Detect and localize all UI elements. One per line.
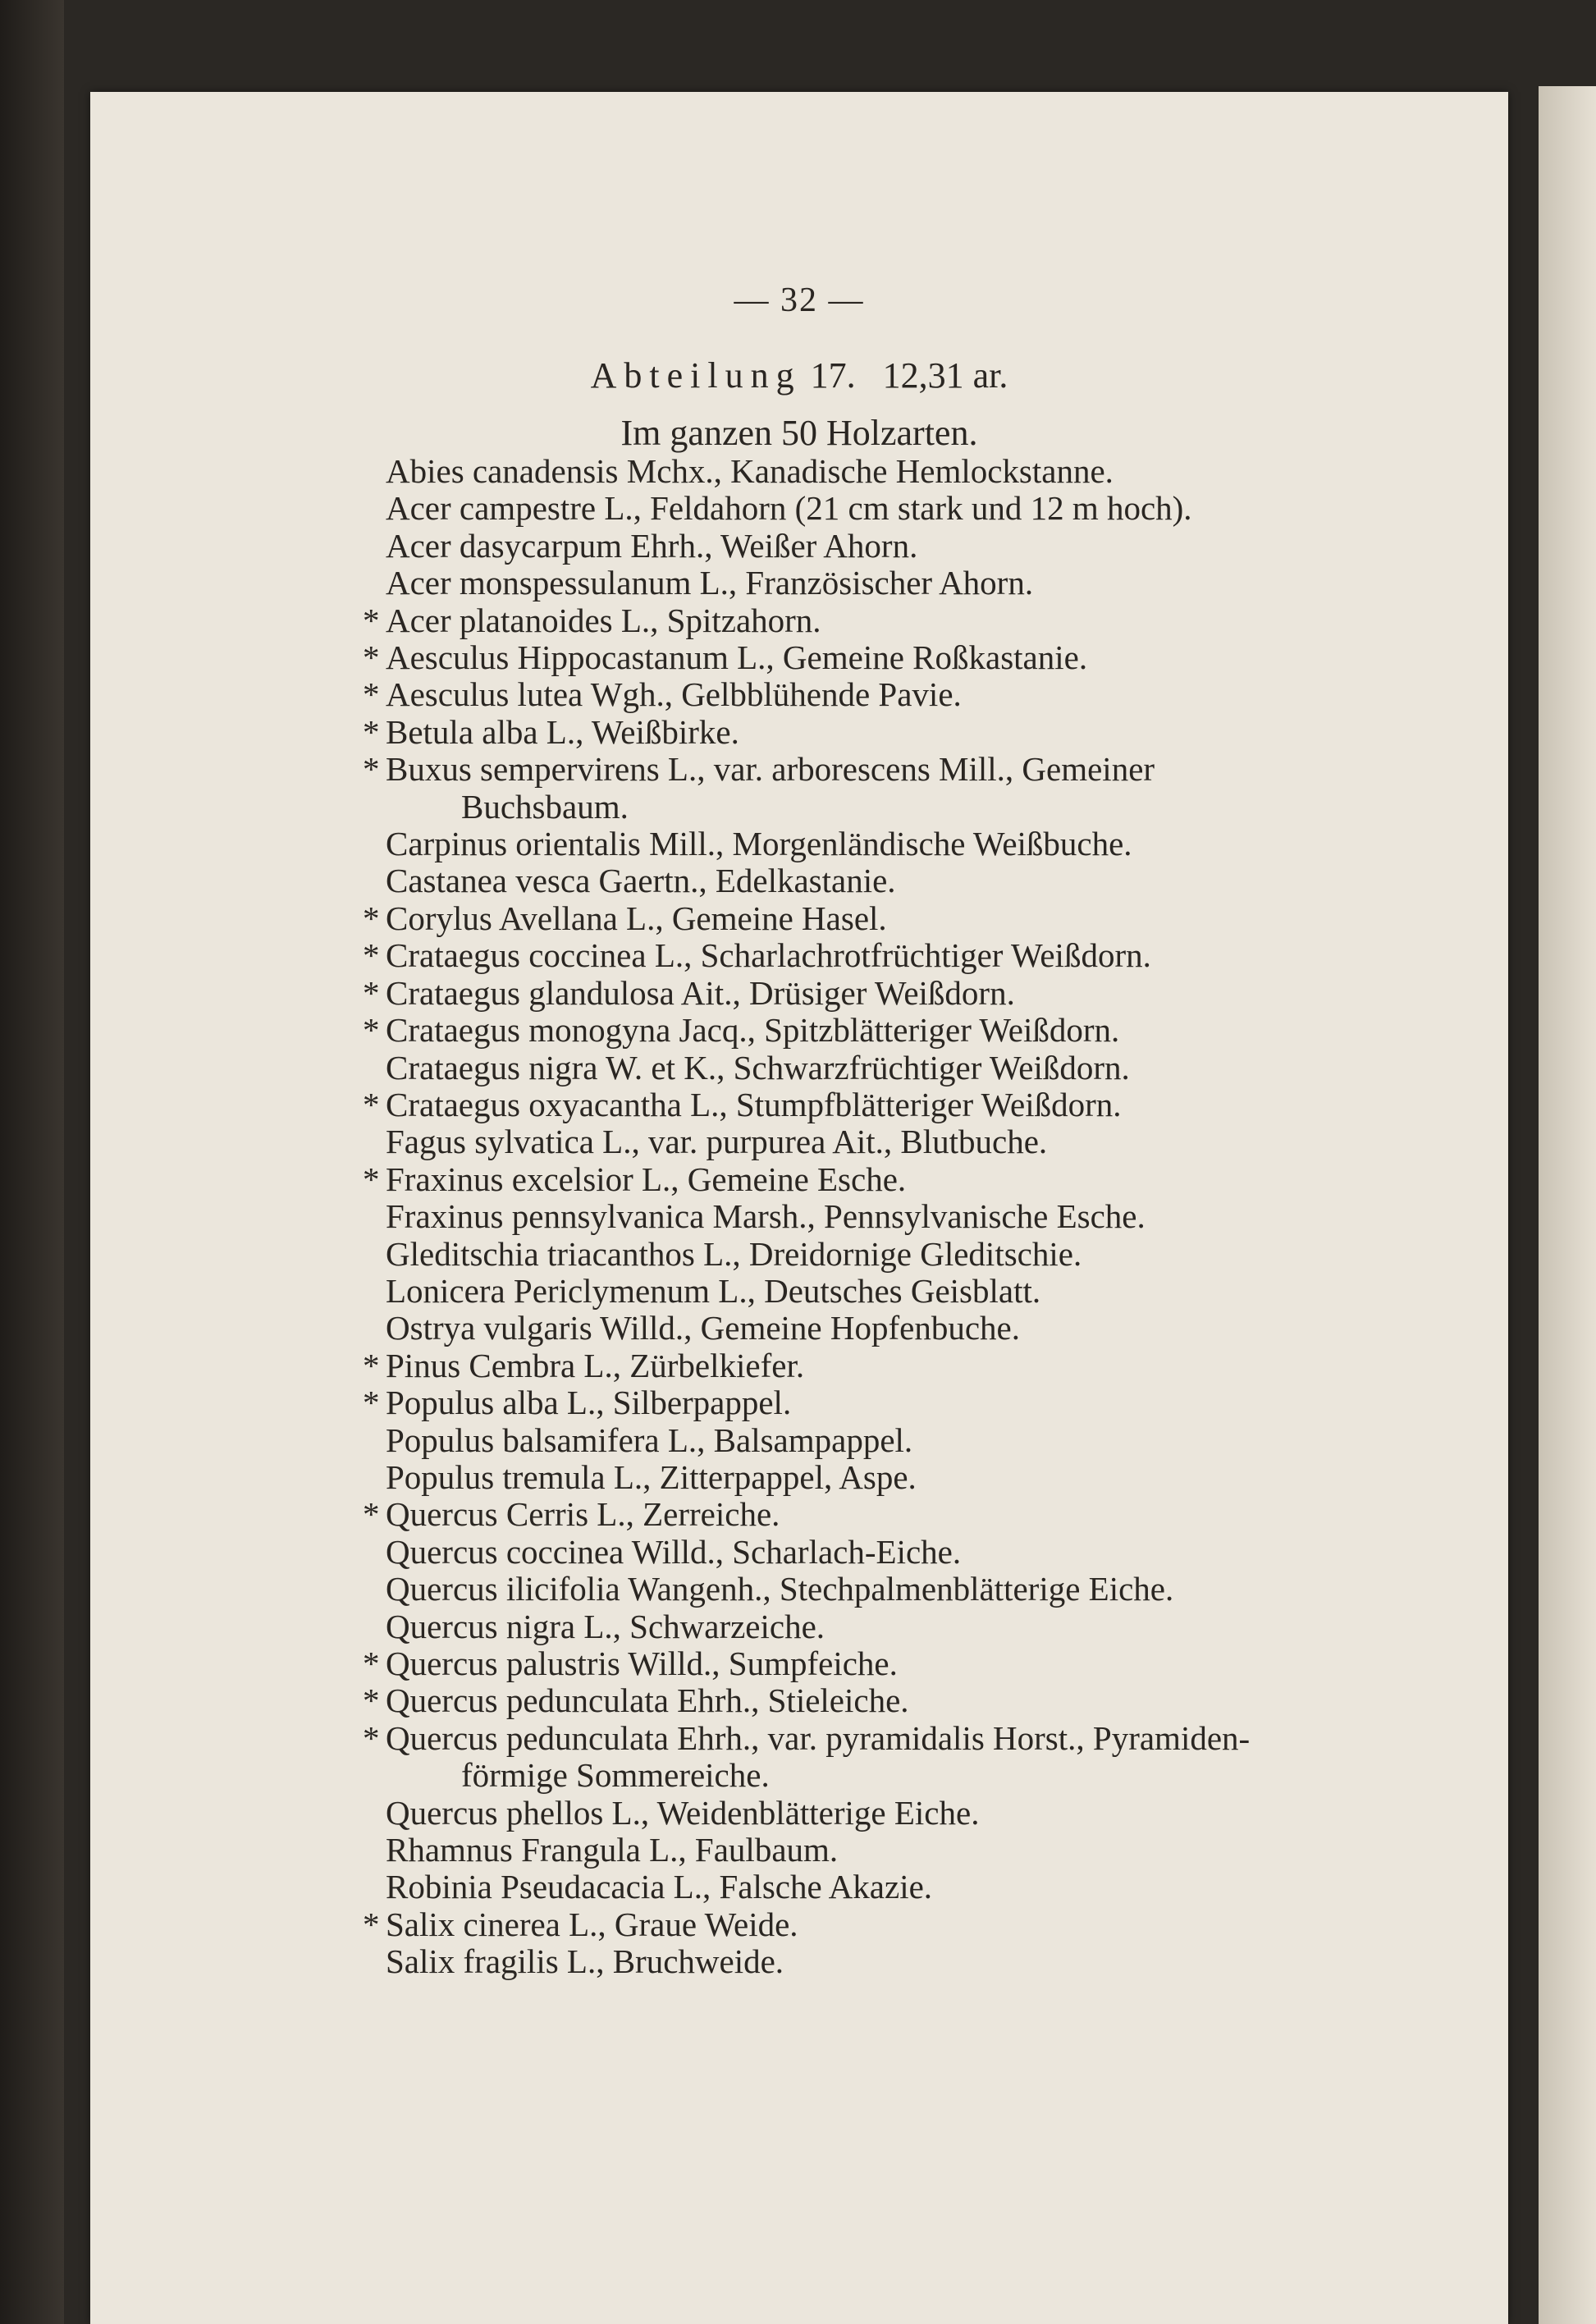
species-entry — [386, 1422, 1485, 1459]
asterisk-marker: * — [363, 1346, 380, 1384]
asterisk-marker: * — [363, 1681, 380, 1720]
species-entry — [386, 1310, 1485, 1347]
species-entry — [386, 1273, 1485, 1310]
species-text: Quercus ilicifolia Wangenh., Stechpalmenblätterige Eiche. — [386, 1570, 1174, 1608]
species-text: Quercus coccinea Willd., Scharlach-Eiche. — [386, 1532, 962, 1571]
asterisk-marker: * — [363, 601, 380, 639]
species-text-continuation: förmige Sommereiche. — [461, 1756, 770, 1795]
species-entry — [386, 1534, 1485, 1571]
species-entry — [386, 826, 1485, 862]
species-entry — [363, 936, 1485, 975]
species-entry — [363, 973, 1485, 1012]
book-spine — [0, 0, 64, 2324]
species-entry — [386, 490, 1485, 527]
species-text: Fraxinus excelsior L., Gemeine Esche. — [386, 1160, 907, 1198]
species-entry — [386, 1123, 1485, 1160]
asterisk-marker: * — [363, 1495, 380, 1534]
species-text: Acer platanoides L., Spitzahorn. — [386, 601, 821, 639]
species-text: Rhamnus Frangula L., Faulbaum. — [386, 1831, 839, 1869]
species-entry — [386, 1198, 1485, 1235]
species-text: Populus tremula L., Zitterpappel, Aspe. — [386, 1457, 917, 1496]
asterisk-marker: * — [363, 712, 380, 751]
species-text: Quercus pedunculata Ehrh., Stieleiche. — [386, 1681, 909, 1720]
asterisk-marker: * — [363, 1011, 380, 1050]
species-entry — [386, 1050, 1485, 1087]
asterisk-marker: * — [363, 1905, 380, 1943]
species-text: Quercus nigra L., Schwarzeiche. — [386, 1607, 825, 1645]
species-entry — [363, 1905, 1485, 1943]
species-entry — [363, 1681, 1485, 1720]
section-heading — [90, 355, 1508, 396]
species-text: Pinus Cembra L., Zürbelkiefer. — [386, 1346, 805, 1384]
species-text: Robinia Pseudacacia L., Falsche Akazie. — [386, 1868, 933, 1906]
species-entry — [386, 528, 1485, 565]
species-text: Acer dasycarpum Ehrh., Weißer Ahorn. — [386, 526, 918, 565]
species-text: Betula alba L., Weißbirke. — [386, 712, 739, 751]
species-text: Crataegus monogyna Jacq., Spitzblätteriger Weißdorn. — [386, 1011, 1120, 1050]
book-page — [90, 92, 1508, 2324]
asterisk-marker: * — [363, 1645, 380, 1682]
species-text: Populus balsamifera L., Balsampappel. — [386, 1420, 913, 1459]
section-area: 12,31 ar. — [882, 355, 1008, 396]
species-entry — [386, 1571, 1485, 1608]
species-entry — [386, 453, 1485, 490]
species-entry — [363, 1384, 1485, 1422]
species-text: Quercus phellos L., Weidenblätterige Eiche. — [386, 1793, 980, 1832]
asterisk-marker: * — [363, 675, 380, 714]
species-entry — [363, 1495, 1485, 1534]
asterisk-marker: * — [363, 750, 380, 789]
asterisk-marker: * — [363, 1160, 380, 1198]
species-entry — [363, 675, 1485, 714]
species-text: Crataegus nigra W. et K., Schwarzfrüchtiger Weißdorn. — [386, 1048, 1130, 1087]
species-entry — [363, 712, 1485, 751]
species-entry — [386, 1832, 1485, 1869]
species-entry — [363, 1346, 1485, 1384]
species-text: Salix fragilis L., Bruchweide. — [386, 1942, 784, 1981]
species-text: Acer campestre L., Feldahorn (21 cm stark und 12 m hoch). — [386, 489, 1192, 528]
species-text: Carpinus orientalis Mill., Morgenländische Weißbuche. — [386, 825, 1132, 863]
page-number: — 32 — — [734, 281, 865, 319]
species-entry — [386, 1795, 1485, 1832]
species-entry — [363, 601, 1485, 639]
species-entry — [363, 1645, 1485, 1682]
species-text: Lonicera Periclymenum L., Deutsches Geisblatt. — [386, 1271, 1041, 1310]
species-entry — [363, 1160, 1485, 1198]
species-entry — [363, 1011, 1485, 1050]
asterisk-marker: * — [363, 936, 380, 975]
species-list — [363, 452, 1485, 1981]
species-entry — [386, 1459, 1485, 1496]
species-entry — [386, 862, 1485, 899]
species-text: Quercus pedunculata Ehrh., var. pyramidalis Horst., Pyramiden- — [386, 1718, 1251, 1757]
species-text: Ostrya vulgaris Willd., Gemeine Hopfenbuche. — [386, 1309, 1020, 1347]
species-text: Populus alba L., Silberpappel. — [386, 1384, 792, 1422]
species-text: Quercus Cerris L., Zerreiche. — [386, 1495, 780, 1534]
species-text: Acer monspessulanum L., Französischer Ahorn. — [386, 564, 1034, 602]
species-text: Corylus Avellana L., Gemeine Hasel. — [386, 899, 887, 937]
asterisk-marker: * — [363, 1085, 380, 1123]
species-entry — [386, 1236, 1485, 1273]
section-number: 17. — [810, 355, 856, 396]
species-text: Crataegus coccinea L., Scharlachrotfrüchtiger Weißdorn. — [386, 936, 1151, 975]
species-text-continuation: Buchsbaum. — [461, 787, 629, 826]
species-entry — [363, 1718, 1485, 1795]
asterisk-marker: * — [363, 1718, 380, 1757]
species-text: Buxus sempervirens L., var. arborescens Mill., Gemeiner — [386, 750, 1155, 789]
species-entry — [363, 899, 1485, 937]
asterisk-marker: * — [363, 638, 380, 677]
species-text: Aesculus lutea Wgh., Gelbblühende Pavie. — [386, 675, 962, 714]
species-entry — [386, 1608, 1485, 1645]
species-count: Im ganzen 50 Holzarten. — [620, 413, 978, 453]
species-text: Gleditschia triacanthos L., Dreidornige Gleditschie. — [386, 1234, 1082, 1273]
species-entry — [386, 565, 1485, 602]
species-entry — [363, 750, 1485, 826]
asterisk-marker: * — [363, 1384, 380, 1422]
species-text: Salix cinerea L., Graue Weide. — [386, 1905, 798, 1943]
species-text: Quercus palustris Willd., Sumpfeiche. — [386, 1645, 898, 1682]
species-text: Fagus sylvatica L., var. purpurea Ait., Blutbuche. — [386, 1123, 1048, 1161]
species-entry — [386, 1943, 1485, 1980]
section-label: Abteilung — [590, 355, 802, 396]
species-text: Abies canadensis Mchx., Kanadische Hemlockstanne. — [386, 452, 1114, 490]
species-entry — [363, 638, 1485, 677]
species-entry — [386, 1869, 1485, 1905]
species-text: Aesculus Hippocastanum L., Gemeine Roßkastanie. — [386, 638, 1088, 677]
adjacent-page-edge — [1539, 86, 1596, 2324]
species-text: Crataegus oxyacantha L., Stumpfblätteriger Weißdorn. — [386, 1085, 1122, 1123]
species-text: Fraxinus pennsylvanica Marsh., Pennsylvanische Esche. — [386, 1197, 1146, 1236]
species-entry — [363, 1085, 1485, 1123]
asterisk-marker: * — [363, 899, 380, 937]
asterisk-marker: * — [363, 973, 380, 1012]
species-text: Crataegus glandulosa Ait., Drüsiger Weißdorn. — [386, 973, 1015, 1012]
species-text: Castanea vesca Gaertn., Edelkastanie. — [386, 862, 896, 900]
